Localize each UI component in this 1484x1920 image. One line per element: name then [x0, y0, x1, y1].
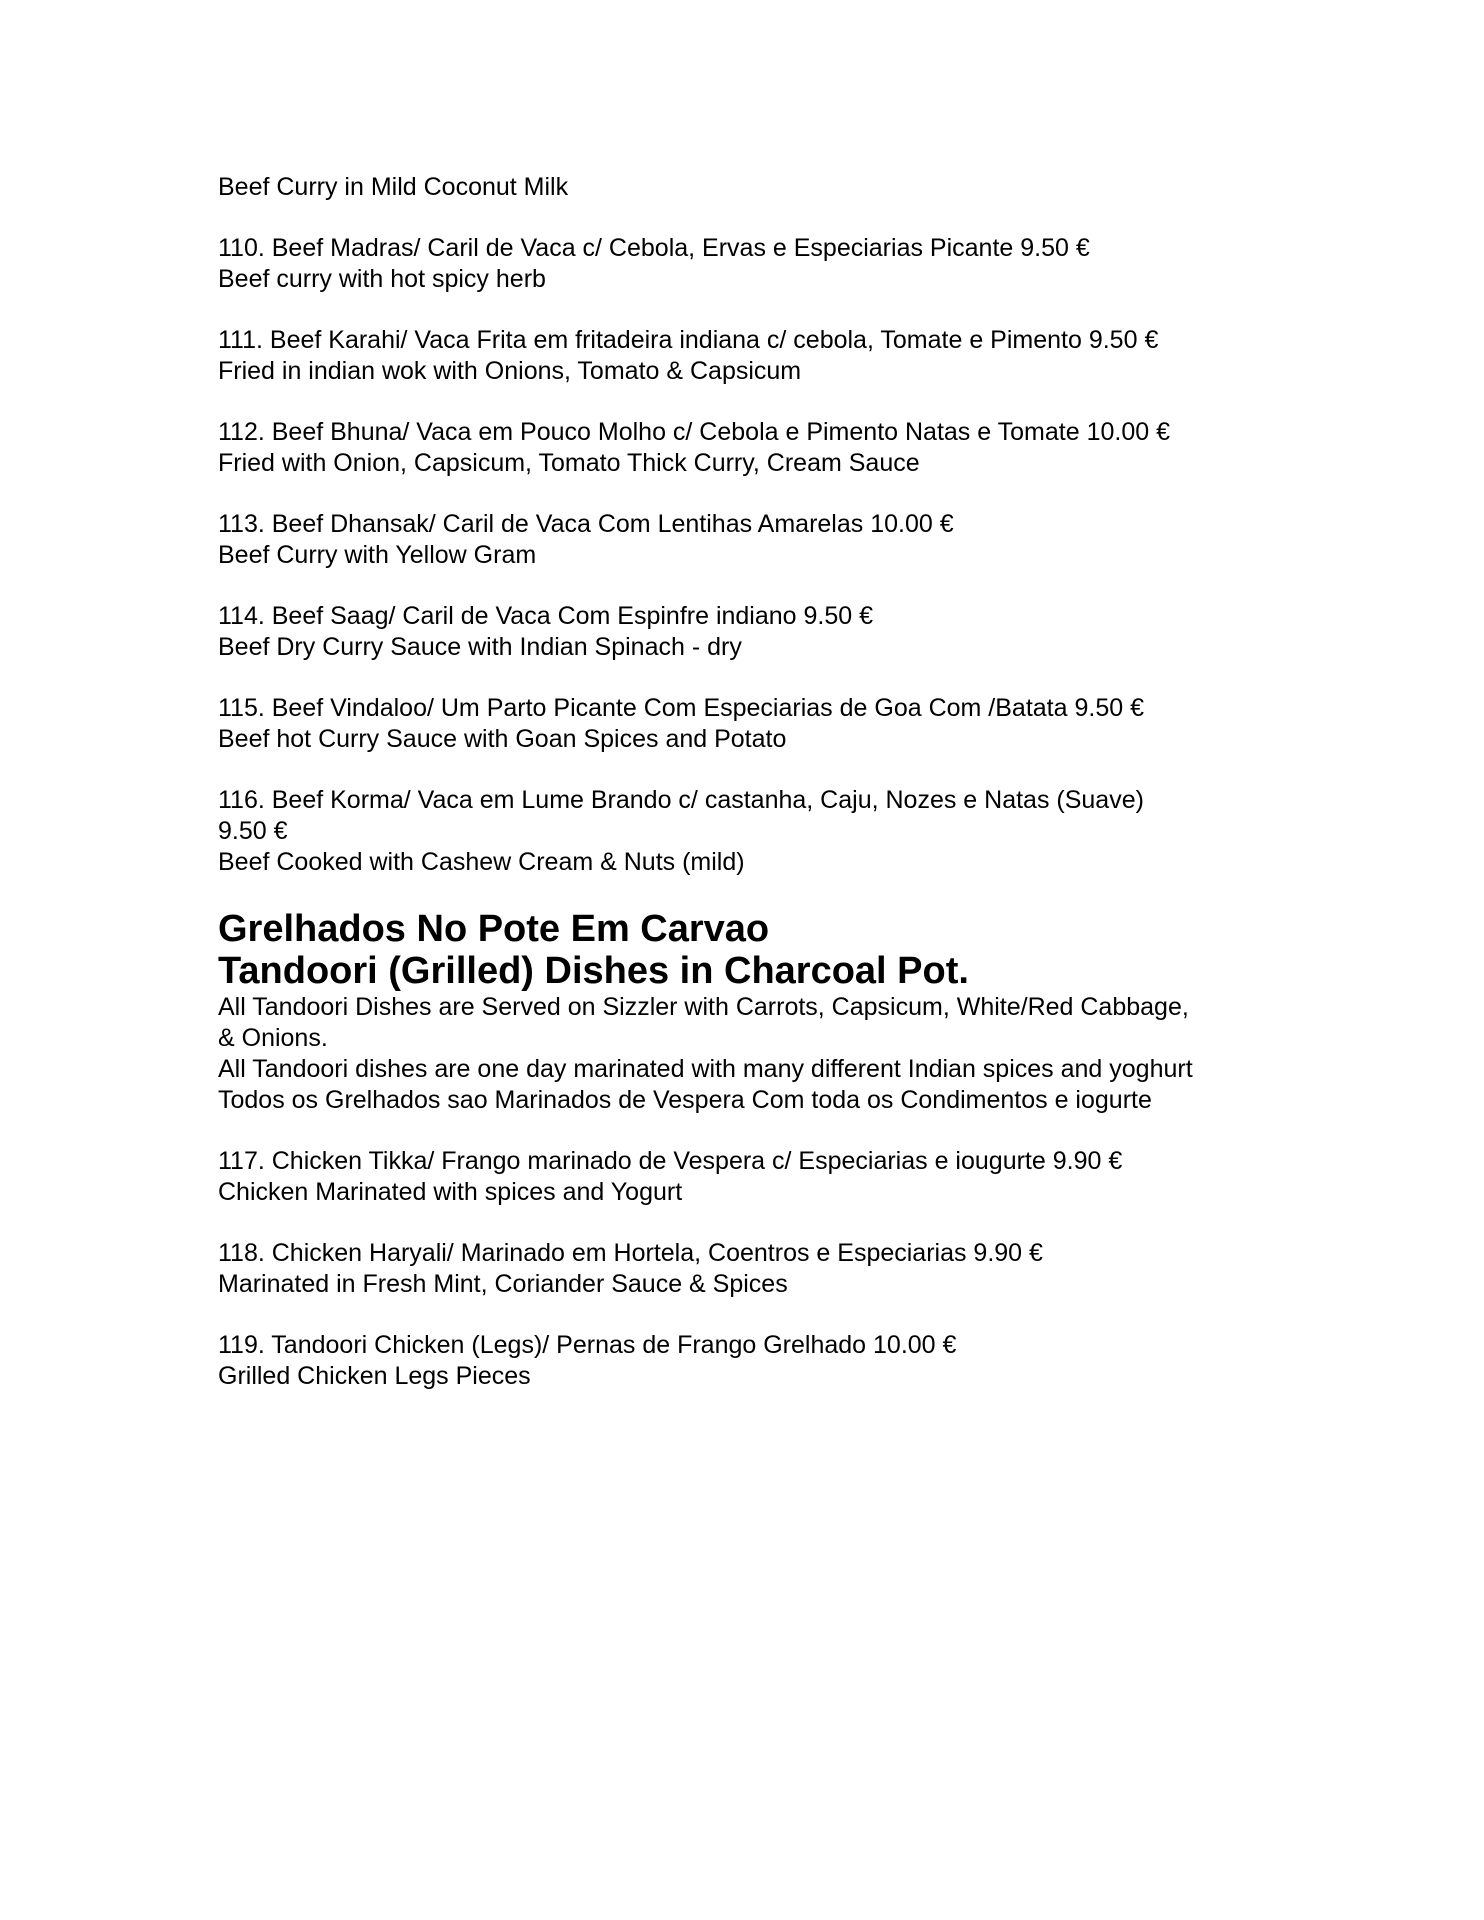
section-note: All Tandoori Dishes are Served on Sizzler with Carrots, Capsicum, White/Red Cabbage, — [218, 993, 1189, 1021]
menu-item-title: 111. Beef Karahi/ Vaca Frita em fritadeira indiana c/ cebola, Tomate e Pimento 9.50 € — [218, 326, 1159, 354]
menu-item-110 — [218, 233, 1318, 295]
section-note: & Onions. — [218, 1024, 328, 1052]
menu-item-description: Beef Curry with Yellow Gram — [218, 541, 537, 569]
menu-item-description: Beef hot Curry Sauce with Goan Spices and Potato — [218, 725, 787, 753]
menu-item-116 — [218, 785, 1318, 878]
menu-item-description: Grilled Chicken Legs Pieces — [218, 1362, 531, 1390]
menu-item-111 — [218, 325, 1318, 387]
menu-item-description: Chicken Marinated with spices and Yogurt — [218, 1178, 683, 1206]
menu-item-114 — [218, 601, 1318, 663]
menu-item-title: 117. Chicken Tikka/ Frango marinado de Vespera c/ Especiarias e iougurte 9.90 € — [218, 1147, 1123, 1175]
menu-item-title: 118. Chicken Haryali/ Marinado em Hortela, Coentros e Especiarias 9.90 € — [218, 1239, 1043, 1267]
menu-item-119 — [218, 1330, 1318, 1392]
menu-item-117 — [218, 1146, 1318, 1208]
tandoori-section-header — [218, 908, 1318, 992]
menu-item-description: Marinated in Fresh Mint, Coriander Sauce & Spices — [218, 1270, 788, 1298]
menu-item-description: Beef Cooked with Cashew Cream & Nuts (mild) — [218, 848, 745, 876]
section-note: All Tandoori dishes are one day marinated with many different Indian spices and yoghurt — [218, 1055, 1193, 1083]
menu-item-113 — [218, 509, 1318, 571]
menu-item-title: 119. Tandoori Chicken (Legs)/ Pernas de Frango Grelhado 10.00 € — [218, 1331, 957, 1359]
menu-item-title: 116. Beef Korma/ Vaca em Lume Brando c/ castanha, Caju, Nozes e Natas (Suave) — [218, 786, 1144, 814]
section-heading-pt: Grelhados No Pote Em Carvao — [218, 908, 770, 950]
section-note: Todos os Grelhados sao Marinados de Vespera Com toda os Condimentos e iogurte — [218, 1086, 1152, 1114]
menu-item-112 — [218, 417, 1318, 479]
menu-item-price: 9.50 € — [218, 817, 288, 845]
section-notes — [218, 992, 1318, 1116]
menu-item-118 — [218, 1238, 1318, 1300]
menu-item-title: 112. Beef Bhuna/ Vaca em Pouco Molho c/ Cebola e Pimento Natas e Tomate 10.00 € — [218, 418, 1170, 446]
menu-item-title: 113. Beef Dhansak/ Caril de Vaca Com Lentihas Amarelas 10.00 € — [218, 510, 954, 538]
menu-item-title: 110. Beef Madras/ Caril de Vaca c/ Cebola, Ervas e Especiarias Picante 9.50 € — [218, 234, 1090, 262]
menu-item-description: Beef Dry Curry Sauce with Indian Spinach - dry — [218, 633, 742, 661]
intro-line: Beef Curry in Mild Coconut Milk — [218, 173, 569, 201]
section-heading-en: Tandoori (Grilled) Dishes in Charcoal Pot. — [218, 950, 969, 992]
menu-item-description: Beef curry with hot spicy herb — [218, 265, 546, 293]
menu-item-description: Fried with Onion, Capsicum, Tomato Thick Curry, Cream Sauce — [218, 449, 920, 477]
menu-item-description: Fried in indian wok with Onions, Tomato & Capsicum — [218, 357, 802, 385]
menu-page — [218, 172, 1318, 1422]
menu-item-title: 115. Beef Vindaloo/ Um Parto Picante Com Especiarias de Goa Com /Batata 9.50 € — [218, 694, 1144, 722]
menu-item-title: 114. Beef Saag/ Caril de Vaca Com Espinfre indiano 9.50 € — [218, 602, 874, 630]
menu-item-115 — [218, 693, 1318, 755]
